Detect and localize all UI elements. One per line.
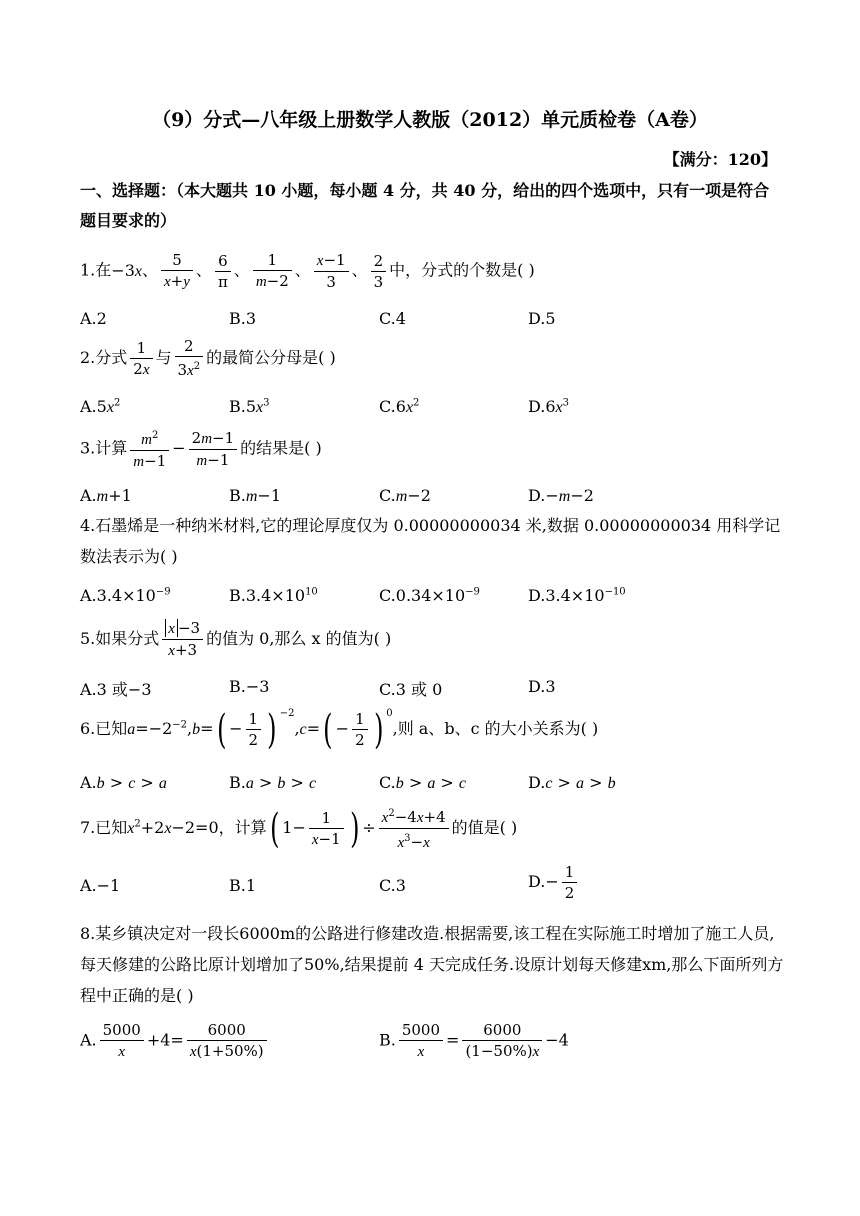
q1-prefix: 1.在 (80, 260, 112, 280)
q5-option-c: C.3 或 0 (379, 680, 443, 699)
q7-frac-1: $\frac{1}{x-1}$ (309, 808, 344, 850)
q7-equation: $x^2+2x-2=0$ (127, 818, 219, 837)
q2-frac-1: $\frac{1}{2x}$ (130, 338, 152, 380)
q6-option-a: A.b > c > a (80, 773, 167, 792)
q4-option-a: $A.3.4\times 10^{-9}$ (80, 586, 171, 605)
q6-option-b: B.a > b > c (229, 773, 317, 792)
question-6: 6.已知$a=-2^{-2},b=$( − $\frac{1}{2}$ ) $^{-2}$,c=( − $\frac{1}{2}$ ) $^0$,则 a、b、c 的大小关系为( ) (80, 706, 599, 753)
q1-expr-1: −3x (111, 260, 142, 280)
q7-option-c: C.3 (379, 876, 406, 895)
q2-option-d: $D.6x^3$ (528, 397, 570, 416)
q5-tail: 的值为 0,那么 x 的值为( ) (206, 629, 392, 648)
q6-prefix: 6.已知 (80, 719, 128, 738)
q3-frac-2: $\frac{2m-1}{m-1}$ (189, 428, 238, 471)
q3-option-a: A.m+1 (80, 486, 132, 505)
q2-frac-2: $\frac{2}{3x^2}$ (175, 336, 204, 381)
question-4: 4.石墨烯是一种纳米材料,它的理论厚度仅为 0.00000000034 米,数据 0.00000000034 用科学记数法表示为( ) (80, 516, 781, 566)
question-3: 3.计算 $\frac{m^2}{m-1}$ − $\frac{2m-1}{m-1}$ 的结果是( ) (80, 426, 322, 472)
q1-frac-5: $\frac{x-1}{3}$ (314, 250, 349, 292)
q5-option-a: A.3 或−3 (80, 680, 152, 699)
q2-tail: 的最简公分母是( ) (206, 348, 336, 367)
q3-tail: 的结果是( ) (240, 438, 322, 458)
q6-tail: ,则 a、b、c 的大小关系为( ) (392, 719, 599, 738)
q8-option-b: B. $\frac{5000}{x}$ = $\frac{6000}{(1-50\%)x}$ −4 (379, 1021, 569, 1060)
q1-frac-6: $\frac{2}{3}$ (371, 251, 387, 292)
q7-frac-2: $\frac{x^2-4x+4}{x^3-x}$ (379, 804, 449, 853)
q6-option-d: D.c > a > b (528, 773, 616, 792)
q5-option-b: B.−3 (229, 677, 270, 696)
q1-option-a: A.2 (80, 309, 107, 328)
q6-option-c: C.b > a > c (379, 773, 467, 792)
q2-option-c: $C.6x^2$ (379, 397, 420, 416)
exam-title: （9）分式—八年级上册数学人教版（2012）单元质检卷（A卷） (152, 109, 708, 131)
full-score: 【满分：120】 (663, 150, 777, 169)
q5-prefix: 5.如果分式 (80, 629, 160, 648)
section-heading: 一、选择题：（本大题共 10 小题，每小题 4 分，共 40 分，给出的四个选项中，只有一项是符合题目要求的） (80, 181, 770, 230)
q7-mid: ，计算 (218, 818, 267, 837)
q5-frac: $\frac{x -3}{x+3}$ (162, 618, 203, 661)
q3-option-c: C.m−2 (379, 486, 431, 505)
q1-option-d: D.5 (528, 309, 556, 328)
q2-mid: 与 (155, 348, 172, 367)
q8-option-a: A. $\frac{5000}{x}$ +4= $\frac{6000}{x(1+50\%)}$ (80, 1020, 270, 1062)
q5-option-d: D.3 (528, 677, 556, 696)
question-5 (80, 618, 391, 661)
q7-option-b: B.1 (229, 876, 257, 895)
q1-option-b: B.3 (229, 309, 257, 328)
q6-frac-c: $\frac{1}{2}$ (352, 709, 368, 750)
question-8: 8.某乡镇决定对一段长6000m的公路进行修建改造.根据需要,该工程在实际施工时增加了施工人员,每天修建的公路比原计划增加了50%,结果提前 4 天完成任务.设原计划每天修建xm,那么下面所列方程中正确的是( ) (80, 924, 784, 1005)
q6-frac-b: $\frac{1}{2}$ (246, 709, 262, 750)
q1-frac-3: $\frac{6}{\pi}$ (215, 251, 231, 292)
q3-frac-1: $\frac{m^2}{m-1}$ (130, 426, 169, 472)
q3-option-b: B.m−1 (229, 486, 281, 505)
question-1: 1.在−3x、 $\frac{5}{x+y}$ 、 $\frac{6}{\pi}$ 、 $\frac{1}{m-2}$ 、 $\frac{x-1}{3}$ 、 $\frac{2}{3}$ 中，分式的个数是( ) (80, 251, 535, 291)
q1-frac-4: $\frac{1}{m-2}$ (253, 250, 292, 292)
q3-prefix: 3.计算 (80, 438, 128, 458)
q1-tail: 中，分式的个数是( ) (389, 260, 535, 280)
q1-frac-2: $\frac{5}{x+y}$ (161, 250, 193, 292)
q2-option-b: $B.5x^3$ (229, 397, 270, 416)
q7-option-a: A.−1 (80, 876, 121, 895)
q1-option-c: C.4 (379, 309, 406, 328)
question-7: 7.已知$x^2+2x-2=0$，计算( 1− $\frac{1}{x-1}$ ) ÷ $\frac{x^2-4x+4}{x^3-x}$ 的值是( ) (80, 805, 518, 852)
q7-prefix: 7.已知 (80, 818, 128, 837)
q3-option-d: D.−m−2 (528, 486, 594, 505)
q7-option-d: D.− $\frac{1}{2}$ (528, 862, 580, 903)
q7-tail: 的值是( ) (451, 818, 518, 837)
q4-option-b: $B.3.4\times 10^{10}$ (229, 586, 318, 605)
question-2 (80, 336, 336, 381)
q2-option-a: $A.5x^2$ (80, 397, 121, 416)
q4-option-d: $D.3.4\times 10^{-10}$ (528, 586, 626, 605)
q4-option-c: $C.0.34\times 10^{-9}$ (379, 586, 480, 605)
q2-prefix: 2.分式 (80, 348, 128, 367)
